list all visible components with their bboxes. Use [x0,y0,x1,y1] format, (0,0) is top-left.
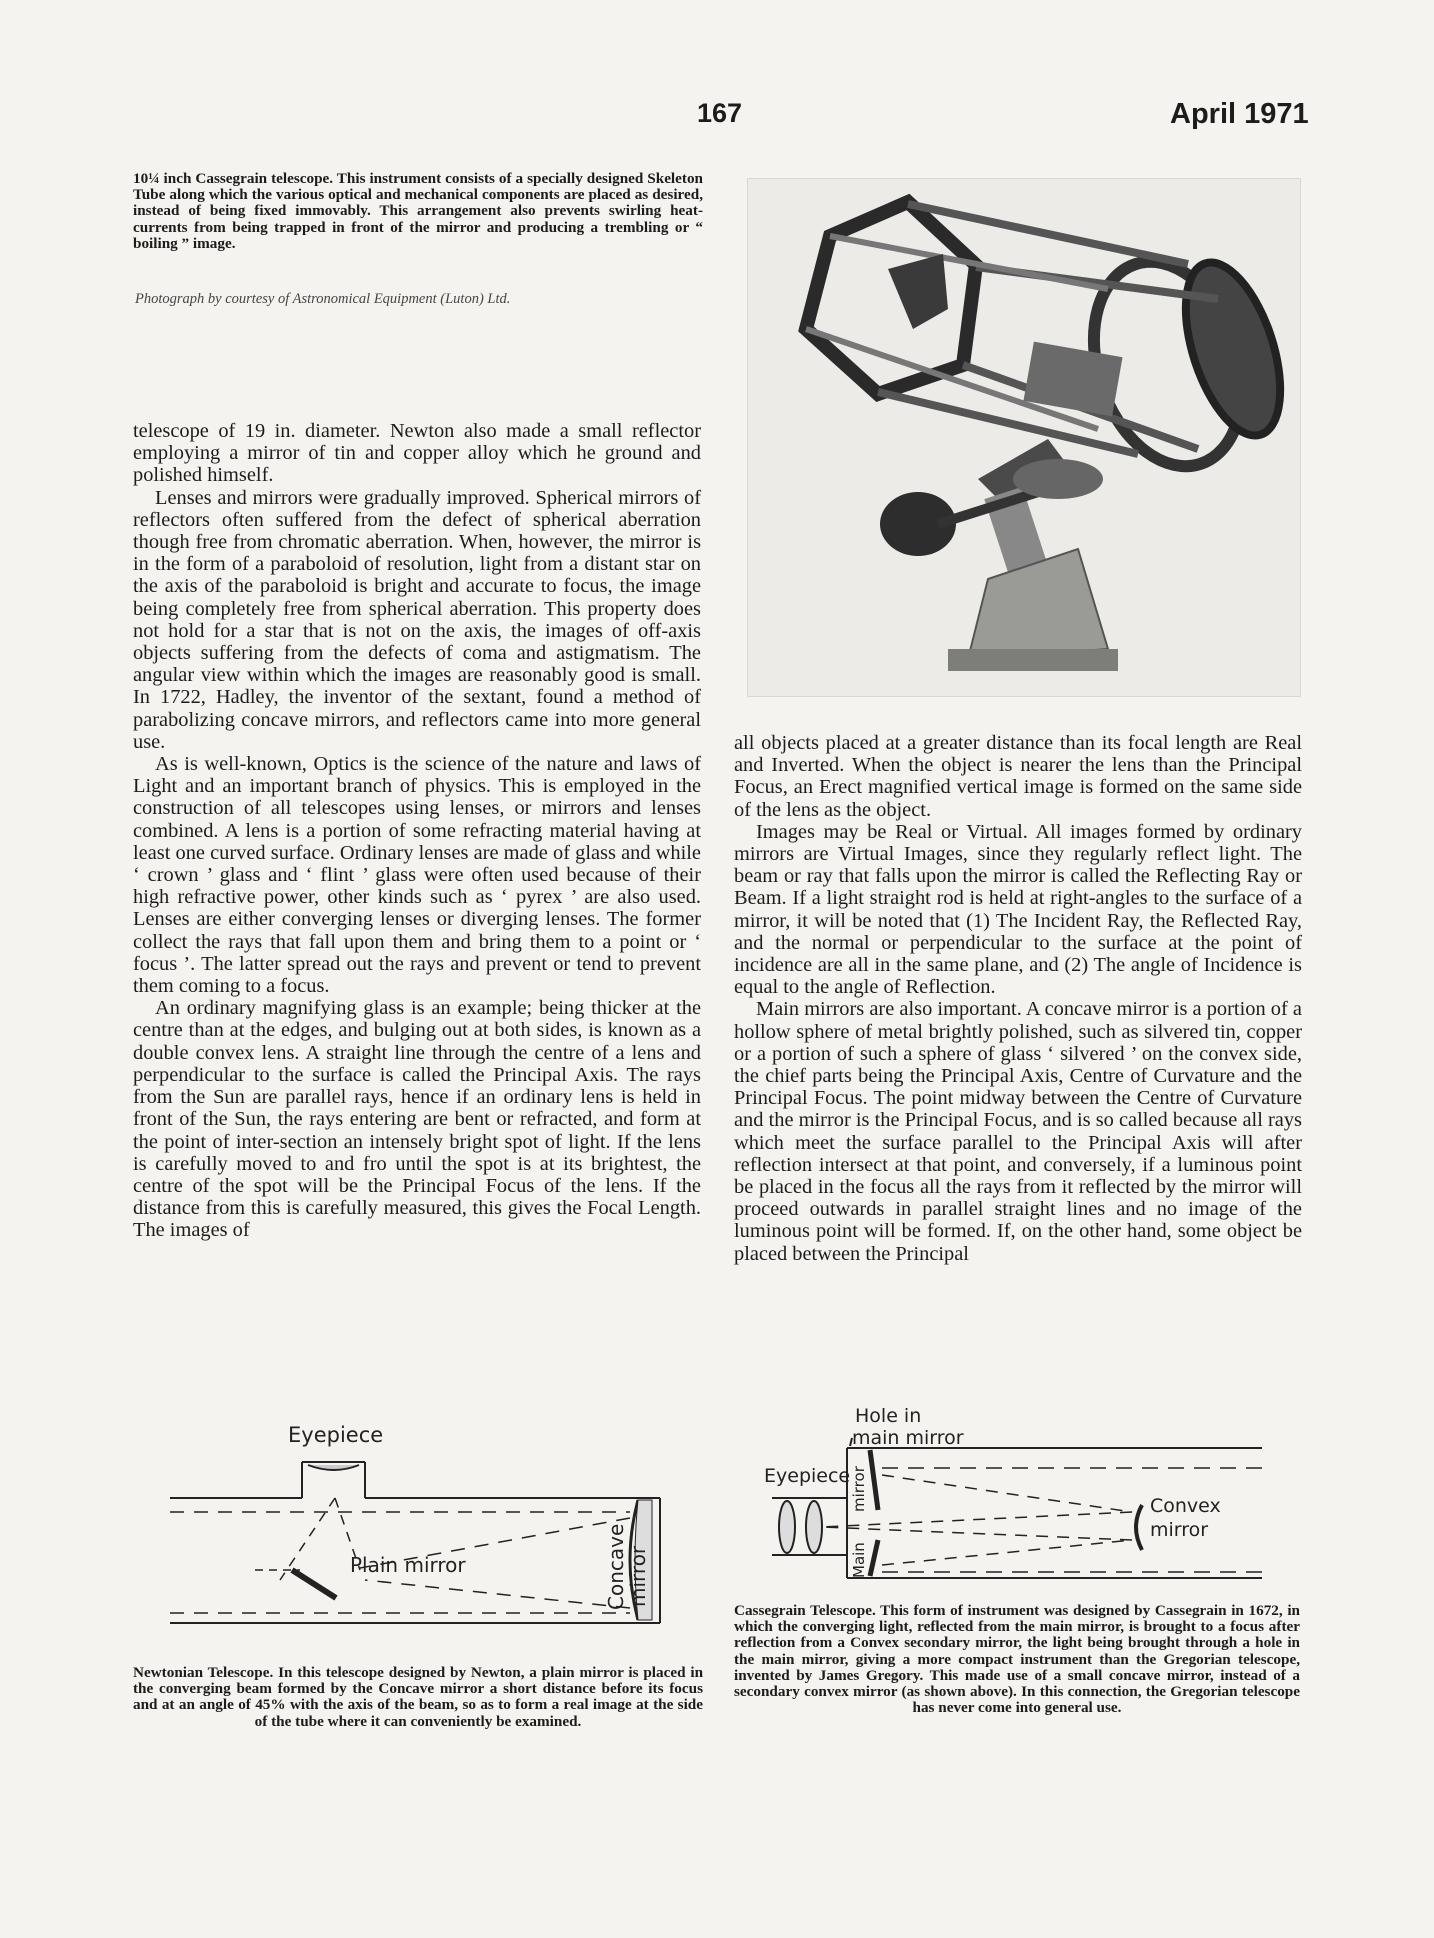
right-column [734,732,1302,1265]
left-paragraph: An ordinary magnifying glass is an example; being thicker at the centre than at the edges, and bulging out at both sides, is known as a double convex lens. A straight line through the centre of a lens and perpendicular to the surface is called the Principal Axis. The rays from the Sun are parallel rays, hence if an ordinary lens is held in front of the Sun, the rays entering are bent or refracted, and form at the point of inter-section an intensely bright spot of light. If the lens is carefully moved to and fro until the spot is at its brightest, the centre of the spot will be the Principal Focus of the lens. If the distance from this is carefully measured, this gives the Focal Length. The images of [133,997,701,1242]
left-paragraph: Lenses and mirrors were gradually improved. Spherical mirrors of reflectors often suffered from the defect of spherical aberration though free from chromatic aberration. When, however, the mirror is in the form of a paraboloid of resolution, light from a distant star on the axis of the paraboloid is bright and accurate to focus, the image being completely free from spherical aberration. This property does not hold for a star that is not on the axis, the images of off-axis objects suffering from the defects of coma and astigmatism. The angular view within which the images are reasonably good is small. In 1722, Hadley, the inventor of the sextant, found a method of parabolizing concave mirrors, and reflectors came into more general use. [133,486,701,753]
newtonian-caption [133,1665,703,1730]
newtonian-caption-text: In this telescope designed by Newton, a plain mirror is placed in the converging beam formed by the Concave mirror a short distance before its focus and at an angle of 45% with the axis of the beam, so as to form a real image at the side of the tube where it can conveniently be examined. [133,1664,704,1730]
issue-date: April 1971 [1170,98,1309,130]
hole-label-line1: Hole in [855,1405,922,1427]
left-paragraph: As is well-known, Optics is the science of the nature and laws of Light and an important branch of physics. This is employed in the construction of all telescopes using lenses, or mirrors and lenses combined. A lens is a portion of some refracting material having at least one curved surface. Ordinary lenses are made of glass and while ‘ crown ’ glass and ‘ flint ’ glass were often used because of their high refractive power, other kinds such as ‘ pyrex ’ are also used. Lenses are either converging lenses or diverging lenses. The former collect the rays that fall upon them and bring them to a point or ‘ focus ’. The latter spread out the rays and prevent or tend to prevent them coming to a focus. [133,753,701,998]
convex-mirror-label-line1: Convex [1150,1495,1221,1517]
right-paragraph: Images may be Real or Virtual. All images formed by ordinary mirrors are Virtual Images, since they regularly reflect light. The beam or ray that falls upon the mirror is called the Reflecting Ray or Beam. If a light straight rod is held at right-angles to the surface of a mirror, it will be noted that (1) The Incident Ray, the Reflected Ray, and the normal or perpendicular to the surface at the point of incidence are all in the same plane, and (2) The angle of Incidence is equal to the angle of Reflection. [734,820,1302,999]
right-paragraph: all objects placed at a greater distance than its focal length are Real and Inverted. When the object is nearer the lens than the Principal Focus, an Erect magnified vertical image is formed on the same side of the lens as the object. [734,732,1302,821]
left-paragraph: telescope of 19 in. diameter. Newton also made a small reflector employing a mirror of tin and copper alloy which he ground and polished himself. [133,420,701,487]
right-paragraph: Main mirrors are also important. A concave mirror is a portion of a hollow sphere of metal brightly polished, such as silvered tin, copper or a portion of such a sphere of glass ‘ silvered ’ on the convex side, the chief parts being the Principal Axis, Centre of Curvature and the Principal Focus. The point midway between the Centre of Curvature and the mirror is the Principal Focus, and is so called because all rays which meet the surface parallel to the Principal Axis will after reflection intersect at that point, and conversely, if a luminous point be placed in the focus all the rays from it reflected by the mirror will proceed outwards in parallel straight lines and no image of the luminous point will be formed. If, on the other hand, some object be placed between the Principal [734,998,1302,1265]
newtonian-diagram [160,1420,680,1640]
convex-mirror-label [1150,1495,1227,1541]
eyepiece-label: Eyepiece [288,1423,384,1447]
cassegrain-caption [734,1603,1300,1716]
photo-caption: 10¼ inch Cassegrain telescope. This instrument consists of a specially designed Skeleton Tube along which the various optical and mechanical components are placed as desired, instead of being fixed immovably. This arrangement also prevents swirling heat-currents from being trapped in front of the mirror and producing a trembling or “ boiling ” image. [133,170,703,252]
telescope-photo [747,178,1301,697]
cassegrain-caption-text: This form of instrument was designed by Cassegrain in 1672, in which the converging light, reflected from the main mirror, is brought to a focus after reflection from a Convex secondary mirror, the light being brought through a hole in the main mirror, giving a more compact instrument than the Gregorian telescope, invented by James Gregory. This made use of a small concave mirror, instead of a secondary convex mirror (as shown above). In this connection, the Gregorian telescope has never come into general use. [734,1602,1300,1717]
cassegrain-diagram [752,1400,1272,1600]
photo-credit: Photograph by courtesy of Astronomical Equipment (Luton) Ltd. [135,291,511,307]
plain-mirror-label: Plain mirror [350,1553,466,1577]
convex-mirror-label-line2: mirror [1150,1519,1209,1541]
hole-label-line2: main mirror [852,1427,964,1449]
eyepiece-label: Eyepiece [764,1465,851,1487]
main-vertical-label: Main [850,1542,868,1578]
telescope-photo-drawing [748,179,1300,696]
mirror-vertical-label: mirror [850,1466,868,1512]
hole-label [852,1405,964,1449]
left-column [133,420,701,1242]
concave-mirror-label-line2: mirror [626,1545,650,1607]
cassegrain-caption-title: Cassegrain Telescope. [734,1602,876,1619]
concave-mirror-label-line1: Concave [604,1523,628,1610]
page-number: 167 [697,98,743,128]
newtonian-caption-title: Newtonian Telescope. [133,1664,274,1681]
